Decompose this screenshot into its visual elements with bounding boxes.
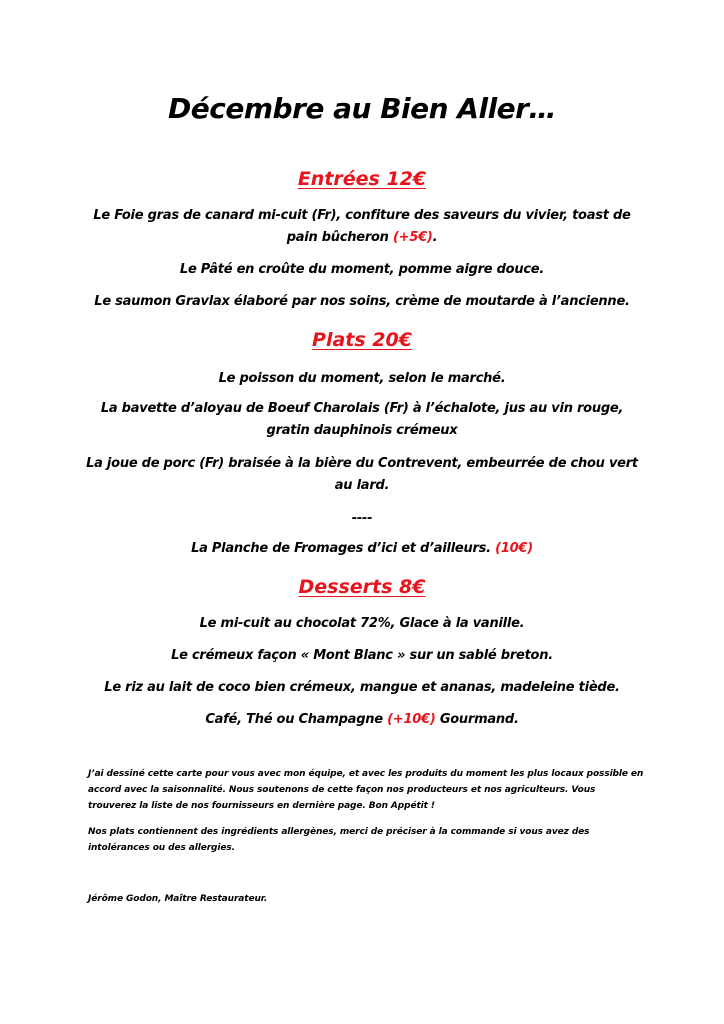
entree-item-foie-gras-line2	[82, 227, 642, 249]
chef-note	[88, 766, 648, 814]
plat-item-bavette-line2: gratin dauphinois crémeux	[266, 423, 458, 438]
plat-item-joue-de-porc	[82, 453, 642, 497]
dessert-item-mi-cuit: Le mi-cuit au chocolat 72%, Glace à la vanille.	[199, 616, 525, 631]
menu-title: Décembre au Bien Aller…	[168, 92, 556, 125]
entree-item-foie-gras	[82, 205, 642, 249]
plat-item-bavette-line1: La bavette d’aloyau de Boeuf Charolais (Fr) à l’échalote, jus au vin rouge,	[100, 401, 624, 416]
plat-item-fromages	[82, 538, 642, 560]
desserts-heading: Desserts 8€	[298, 576, 426, 598]
plat-item-poisson: Le poisson du moment, selon le marché.	[218, 371, 506, 386]
entrees-heading: Entrées 12€	[297, 168, 427, 190]
entree-item-foie-gras-line1: Le Foie gras de canard mi-cuit (Fr), confiture des saveurs du vivier, toast de	[93, 208, 631, 223]
foie-gras-supplement: (+5€)	[392, 230, 433, 245]
entree-item-pate: Le Pâté en croûte du moment, pomme aigre douce.	[179, 262, 545, 277]
entree-item-foie-gras-end: .	[432, 230, 438, 245]
chef-note-line2: accord avec la saisonnalité. Nous soutenons de cette façon nos producteurs et nos agriculteurs. Vous	[88, 785, 596, 795]
plat-item-bavette	[82, 398, 642, 442]
allergen-note-line2: intolérances ou des allergies.	[88, 843, 235, 853]
dessert-item-cafe-gourmand	[82, 709, 642, 731]
entree-item-saumon: Le saumon Gravlax élaboré par nos soins, crème de moutarde à l’ancienne.	[94, 294, 630, 309]
fromages-text: La Planche de Fromages d’ici et d’ailleurs.	[191, 541, 491, 556]
dessert-item-mont-blanc: Le crémeux façon « Mont Blanc » sur un sablé breton.	[171, 648, 553, 663]
signature: Jérôme Godon, Maître Restaurateur.	[88, 894, 268, 904]
plat-item-joue-line2: au lard.	[334, 478, 390, 493]
separator: ----	[351, 511, 373, 526]
cafe-gourmand-end: Gourmand.	[439, 712, 519, 727]
chef-note-line1: J’ai dessiné cette carte pour vous avec mon équipe, et avec les produits du moment les plus locaux possible en	[88, 769, 644, 779]
entree-item-foie-gras-line2-text: pain bûcheron	[286, 230, 389, 245]
chef-note-line3: trouverez la liste de nos fournisseurs en dernière page. Bon Appétit !	[88, 801, 435, 811]
allergen-note	[88, 824, 648, 856]
cafe-gourmand-start: Café, Thé ou Champagne	[205, 712, 383, 727]
cafe-gourmand-supplement: (+10€)	[387, 712, 436, 727]
plats-heading: Plats 20€	[312, 329, 412, 351]
dessert-item-riz-au-lait: Le riz au lait de coco bien crémeux, mangue et ananas, madeleine tiède.	[104, 680, 620, 695]
allergen-note-line1: Nos plats contiennent des ingrédients allergènes, merci de préciser à la commande si vous avez des	[88, 827, 590, 837]
plat-item-joue-line1: La joue de porc (Fr) braisée à la bière du Contrevent, embeurrée de chou vert	[86, 456, 638, 471]
fromages-price: (10€)	[495, 541, 533, 556]
